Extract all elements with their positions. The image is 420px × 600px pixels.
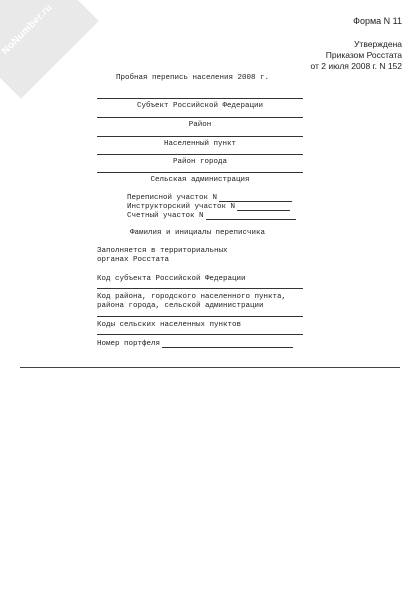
approval-line-2: Приказом Росстата <box>325 50 402 60</box>
watermark-logo: NoNumber.ru <box>0 2 55 57</box>
form-number: Форма N 11 <box>353 16 402 26</box>
city-district-label: Район города <box>172 158 227 166</box>
district-code-label-2: района города, сельской администрации <box>97 302 264 310</box>
rosstat-note-line-1: Заполняется в территориальных <box>97 247 228 255</box>
district-code-line[interactable] <box>97 316 303 317</box>
census-section-row[interactable] <box>127 193 292 202</box>
rosstat-note-line-2: органах Росстата <box>97 256 170 264</box>
census-section-label: Переписной участок N <box>127 194 218 202</box>
portfolio-row[interactable] <box>97 339 293 348</box>
instructor-section-label: Инструкторский участок N <box>127 203 236 211</box>
subject-code-line[interactable] <box>97 288 303 289</box>
district-field[interactable] <box>97 117 303 129</box>
district-code-label-1: Код района, городского населенного пункта, <box>97 293 287 301</box>
city-district-field[interactable] <box>97 154 303 166</box>
instructor-section-input[interactable] <box>237 202 290 211</box>
portfolio-label: Номер портфеля <box>97 340 161 348</box>
subject-field[interactable] <box>97 98 303 110</box>
rural-admin-label: Сельская администрация <box>150 176 250 184</box>
subject-label: Субъект Российской Федерации <box>136 102 264 110</box>
approval-block <box>311 39 402 72</box>
page-title: Пробная перепись населения 2008 г. <box>116 74 270 82</box>
census-section-input[interactable] <box>219 193 292 202</box>
portfolio-input[interactable] <box>162 339 293 348</box>
district-label: Район <box>188 121 212 129</box>
page-divider <box>20 367 400 368</box>
subject-code-label: Код субъекта Российской Федерации <box>97 275 246 283</box>
approval-line-1: Утверждена <box>354 39 402 49</box>
instructor-section-row[interactable] <box>127 202 290 211</box>
counting-section-label: Счетный участок N <box>127 212 204 220</box>
counting-section-input[interactable] <box>206 211 296 220</box>
settlement-label: Населенный пункт <box>163 140 236 148</box>
rural-codes-label: Коды сельских населенных пунктов <box>97 321 242 329</box>
enumerator-label: Фамилия и инициалы переписчика <box>130 229 266 237</box>
rural-codes-line[interactable] <box>97 334 303 335</box>
settlement-field[interactable] <box>97 136 303 148</box>
approval-line-3: от 2 июля 2008 г. N 152 <box>310 61 402 71</box>
rural-admin-field[interactable] <box>97 172 303 184</box>
counting-section-row[interactable] <box>127 211 296 220</box>
